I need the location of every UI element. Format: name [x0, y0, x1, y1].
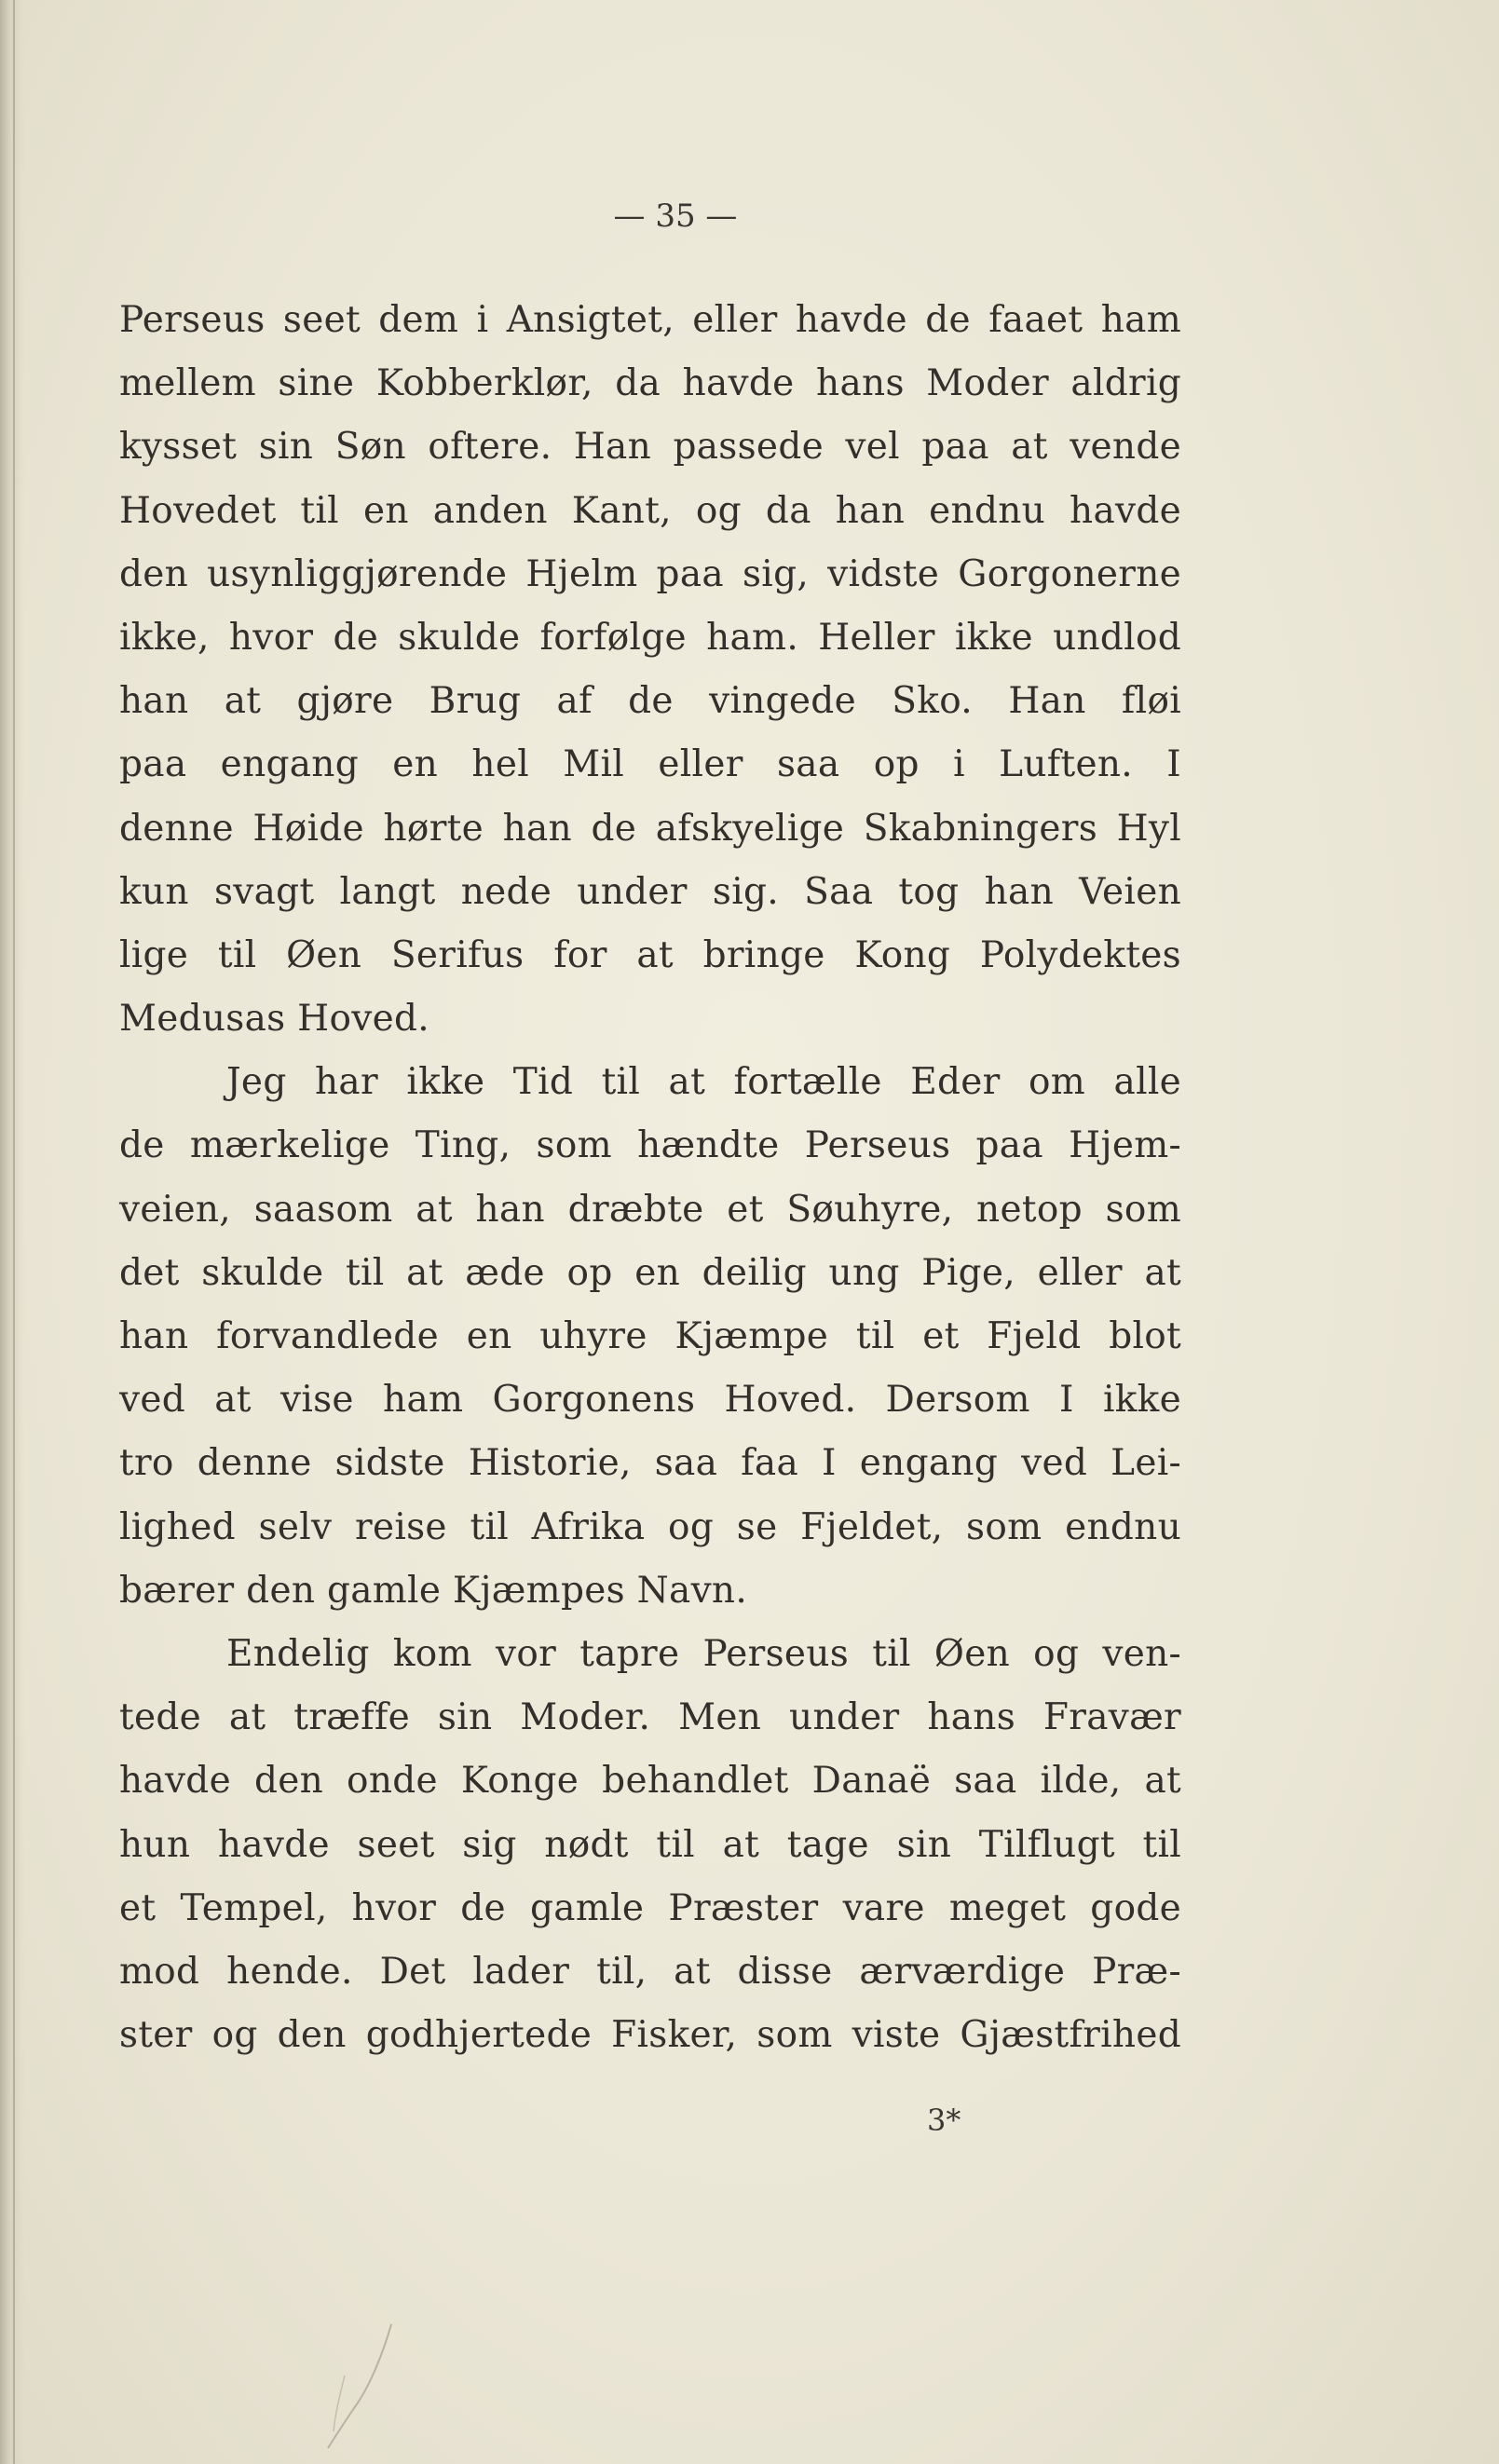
- text-line: ster og den godhjertede Fisker, som viste Gjæstfrihed: [119, 2014, 1181, 2057]
- text-line: paa engang en hel Mil eller saa op i Luften. I: [119, 743, 1181, 786]
- paragraph: [119, 289, 1181, 1051]
- text-line: Endelig kom vor tapre Perseus til Øen og ven-: [226, 1632, 1181, 1675]
- text-line: kysset sin Søn oftere. Han passede vel paa at vende: [119, 426, 1181, 469]
- text-line: kun svagt langt nede under sig. Saa tog han Veien: [119, 870, 1181, 913]
- binding-line: [13, 0, 15, 2464]
- text-line: tede at træffe sin Moder. Men under hans Fravær: [119, 1696, 1181, 1739]
- page-number: — 35 —: [613, 197, 738, 235]
- text-line: mod hende. Det lader til, at disse ærværdige Præ-: [119, 1950, 1181, 1993]
- paragraph: [119, 1623, 1181, 2067]
- text-line: lige til Øen Serifus for at bringe Kong Polydektes: [119, 933, 1181, 976]
- text-line: den usynliggjørende Hjelm paa sig, vidste Gorgonerne: [119, 552, 1181, 595]
- text-line: et Tempel, hvor de gamle Præster vare meget gode: [119, 1886, 1181, 1929]
- text-line: mellem sine Kobberklør, da havde hans Moder aldrig: [119, 362, 1181, 405]
- text-line: Hovedet til en anden Kant, og da han endnu havde: [119, 489, 1181, 532]
- paragraphs: [119, 289, 1181, 2067]
- paragraph: [119, 1051, 1181, 1623]
- text-line: bærer den gamle Kjæmpes Navn.: [119, 1569, 748, 1612]
- text-line: de mærkelige Ting, som hændte Perseus paa Hjem-: [119, 1124, 1181, 1167]
- text-line: lighed selv reise til Afrika og se Fjeldet, som endnu: [119, 1505, 1181, 1548]
- text-line: hun havde seet sig nødt til at tage sin Tilflugt til: [119, 1823, 1181, 1866]
- text-line: Medusas Hoved.: [119, 998, 429, 1041]
- pencil-mark-icon: [317, 2320, 401, 2450]
- text-line: han forvandlede en uhyre Kjæmpe til et Fjeld blot: [119, 1315, 1181, 1357]
- text-line: havde den onde Konge behandlet Danaë saa ilde, at: [119, 1760, 1181, 1803]
- text-line: denne Høide hørte han de afskyelige Skabningers Hyl: [119, 807, 1181, 850]
- text-line: Perseus seet dem i Ansigtet, eller havde de faaet ham: [119, 299, 1181, 341]
- body-text: [119, 289, 1181, 2067]
- text-line: veien, saasom at han dræbte et Søuhyre, netop som: [119, 1188, 1181, 1231]
- text-line: tro denne sidste Historie, saa faa I engang ved Lei-: [119, 1442, 1181, 1485]
- page-binding-edge: [0, 0, 24, 2464]
- text-line: han at gjøre Brug af de vingede Sko. Han fløi: [119, 680, 1181, 723]
- text-line: det skulde til at æde op en deilig ung Pige, eller at: [119, 1251, 1181, 1294]
- signature-mark: 3*: [927, 2103, 961, 2138]
- text-line: ikke, hvor de skulde forfølge ham. Heller ikke undlod: [119, 616, 1181, 659]
- text-line: ved at vise ham Gorgonens Hoved. Dersom I ikke: [119, 1379, 1181, 1422]
- text-line: Jeg har ikke Tid til at fortælle Eder om alle: [226, 1061, 1181, 1104]
